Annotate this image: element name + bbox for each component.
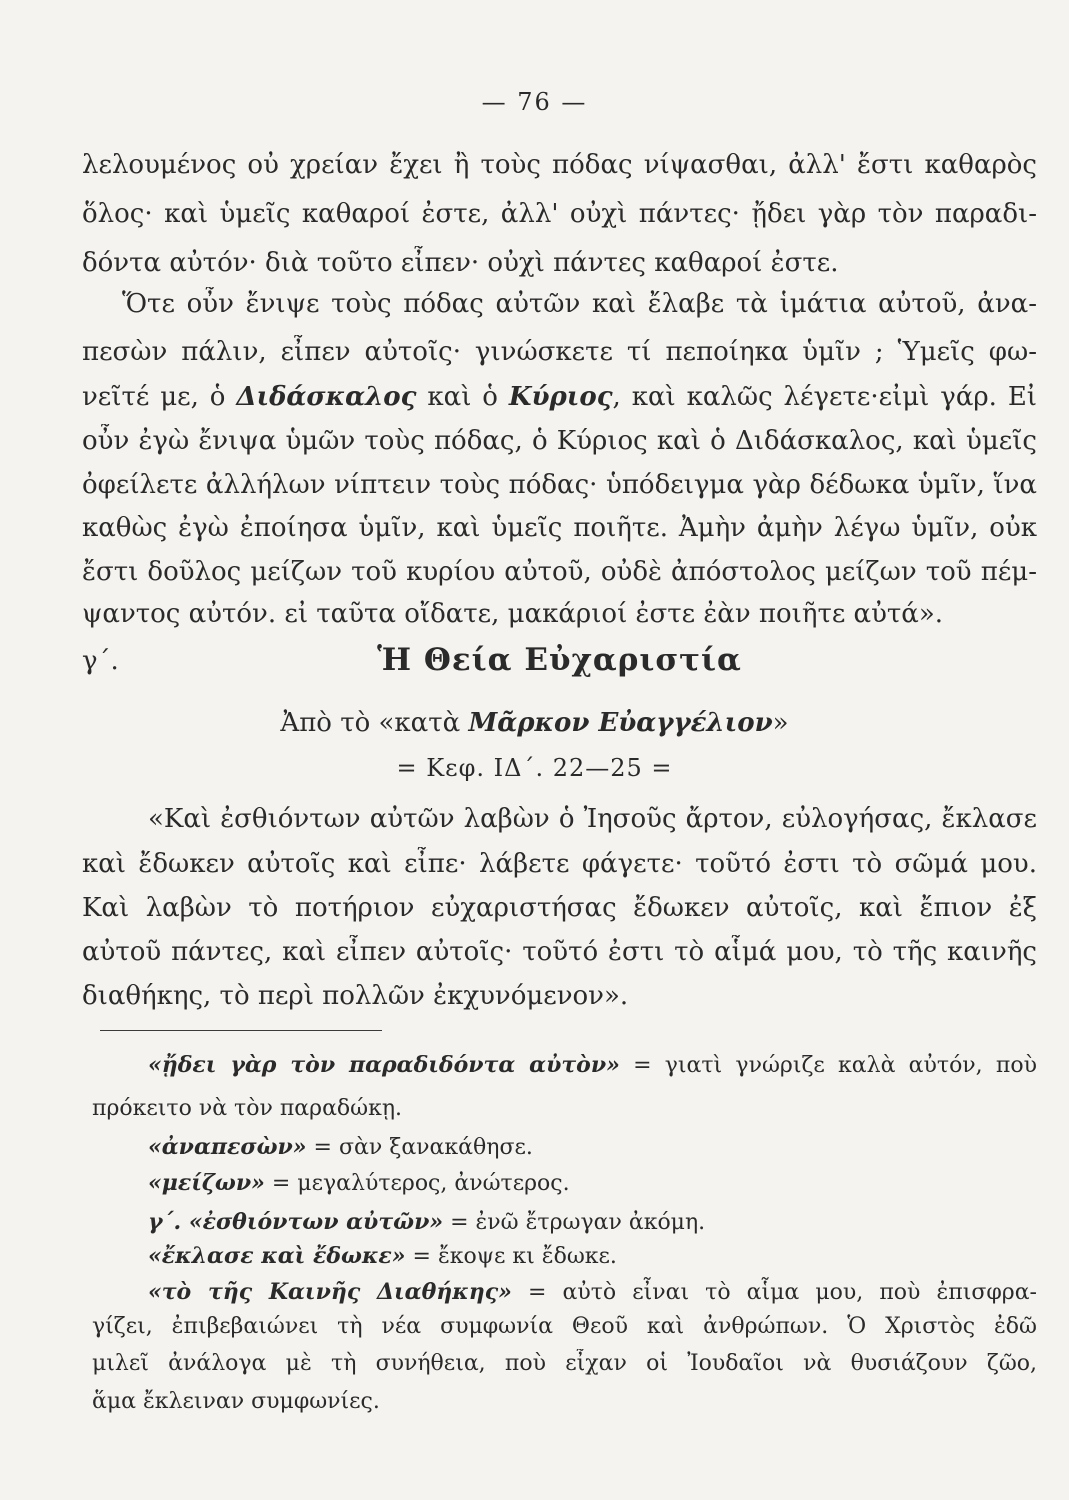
footnote-text: = αὐτὸ εἶναι τὸ αἷμα μου, ποὺ ἐπισφρα- [511, 1280, 1037, 1305]
text-line: οὖν ἐγὼ ἔνιψα ὑμῶν τοὺς πόδας, ὁ Κύριος καὶ ὁ Διδάσκαλος, καὶ ὑμεῖς [82, 426, 1037, 456]
footnote-text: ἅμα ἔκλειναν συμφωνίες. [92, 1389, 380, 1414]
text-span: νεῖτέ με, ὁ [82, 382, 237, 412]
text-span: καὶ ὁ [416, 382, 509, 412]
footnote-text: = σὰν ξανακάθησε. [306, 1135, 533, 1160]
footnote-text: = ἐνῶ ἔτρωγαν ἀκόμη. [443, 1210, 706, 1235]
text-line: διαθήκης, τὸ περὶ πολλῶν ἐκχυνόμενον». [82, 981, 629, 1011]
text-line: δόντα αὐτόν· διὰ τοῦτο εἶπεν· οὐχὶ πάντες καθαροί ἐστε. [82, 248, 839, 278]
emphasis-didaskalos: Διδάσκαλος [236, 382, 417, 412]
footnote-text: μιλεῖ ἀνάλογα μὲ τὴ συνήθεια, ποὺ εἶχαν οἱ Ἰουδαῖοι νὰ θυσιάζουν ζῶο, [92, 1351, 1037, 1376]
footnote-text: = μεγαλύτερος, ἀνώτερος. [264, 1171, 570, 1196]
section-letter: γ΄. [82, 646, 119, 676]
text-line: ὀφείλετε ἀλλήλων νίπτειν τοὺς πόδας· ὑπόδειγμα γὰρ δέδωκα ὑμῖν, ἵνα [82, 470, 1037, 500]
footnote-term: γ΄. «ἐσθιόντων αὐτῶν» [148, 1209, 444, 1235]
text-line: Καὶ λαβὼν τὸ ποτήριον εὐχαριστήσας ἔδωκεν αὐτοῖς, καὶ ἔπιον ἐξ [82, 893, 1037, 923]
footnote-text: = γιατὶ γνώριζε καλὰ αὐτόν, ποὺ [619, 1053, 1037, 1078]
footnote-term: «τὸ τῆς Καινῆς Διαθήκης» [148, 1279, 512, 1305]
footnote [148, 1241, 1069, 1272]
text-span: , καὶ καλῶς λέγετε·εἰμὶ γάρ. Εἰ [612, 382, 1037, 412]
text-line: αὐτοῦ πάντες, καὶ εἶπεν αὐτοῖς· τοῦτό ἐστι τὸ αἷμά μου, τὸ τῆς καινῆς [82, 937, 1037, 967]
source-suffix: » [772, 708, 789, 738]
footnote-term: «ἔκλασε καὶ ἔδωκε» [148, 1243, 406, 1269]
footnote-term: «ᾔδει γὰρ τὸν παραδιδόντα αὐτὸν» [148, 1052, 620, 1078]
footnote [92, 1312, 1037, 1342]
footnote-text: πρόκειτο νὰ τὸν παραδώκῃ. [92, 1096, 403, 1121]
footnote [148, 1132, 1069, 1163]
footnote-text: = ἔκοψε κι ἔδωκε. [405, 1244, 617, 1269]
source-line [0, 708, 1069, 738]
text-line: ὅλος· καὶ ὑμεῖς καθαροί ἐστε, ἀλλ' οὐχὶ πάντες· ᾔδει γὰρ τὸν παραδι- [82, 199, 1037, 229]
footnote-divider [100, 1030, 382, 1031]
text-line: «Καὶ ἐσθιόντων αὐτῶν λαβὼν ὁ Ἰησοῦς ἄρτον, εὐλογήσας, ἔκλασε [148, 804, 1037, 834]
emphasis-kyrios: Κύριος [508, 382, 613, 412]
footnote [148, 1277, 1037, 1308]
chapter-reference: = Κεφ. ΙΔ΄. 22—25 = [396, 754, 673, 782]
footnote [148, 1207, 1069, 1238]
text-line: καὶ ἔδωκεν αὐτοῖς καὶ εἶπε· λάβετε φάγετε· τοῦτό ἐστι τὸ σῶμά μου. [82, 849, 1037, 879]
source-title: Μᾶρκον Εὐαγγέλιον [468, 708, 773, 738]
source-prefix: Ἀπὸ τὸ «κατὰ [280, 708, 469, 738]
footnote [148, 1050, 1037, 1081]
footnote-term: «ἀναπεσὼν» [148, 1134, 307, 1160]
text-line: λελουμένος οὐ χρείαν ἔχει ἢ τοὺς πόδας νίψασθαι, ἀλλ' ἔστι καθαρὸς [82, 150, 1037, 180]
section-heading: Ἡ Θεία Εὐχαριστία [377, 642, 742, 678]
section-heading-row [82, 642, 1037, 686]
page-number: — 76 — [481, 88, 588, 116]
text-line: καθὼς ἐγὼ ἐποίησα ὑμῖν, καὶ ὑμεῖς ποιῆτε. Ἀμὴν ἀμὴν λέγω ὑμῖν, οὐκ [82, 513, 1037, 543]
footnote [92, 1387, 1037, 1417]
text-line-mixed [82, 380, 1037, 414]
text-line: ἔστι δοῦλος μείζων τοῦ κυρίου αὐτοῦ, οὐδὲ ἀπόστολος μείζων τοῦ πέμ- [82, 557, 1037, 587]
footnote-term: «μείζων» [148, 1170, 265, 1196]
footnote-text: γίζει, ἐπιβεβαιώνει τὴ νέα συμφωνία Θεοῦ καὶ ἀνθρώπων. Ὁ Χριστὸς ἐδῶ [92, 1314, 1037, 1339]
text-line: Ὅτε οὖν ἔνιψε τοὺς πόδας αὐτῶν καὶ ἔλαβε τὰ ἱμάτια αὐτοῦ, ἀνα- [122, 289, 1037, 319]
footnote [148, 1168, 1069, 1199]
footnote [92, 1094, 1037, 1124]
text-line: ψαντος αὐτόν. εἰ ταῦτα οἴδατε, μακάριοί ἐστε ἐὰν ποιῆτε αὐτά». [82, 599, 944, 629]
footnote [92, 1349, 1037, 1379]
text-line: πεσὼν πάλιν, εἶπεν αὐτοῖς· γινώσκετε τί πεποίηκα ὑμῖν ; Ὑμεῖς φω- [82, 337, 1037, 367]
